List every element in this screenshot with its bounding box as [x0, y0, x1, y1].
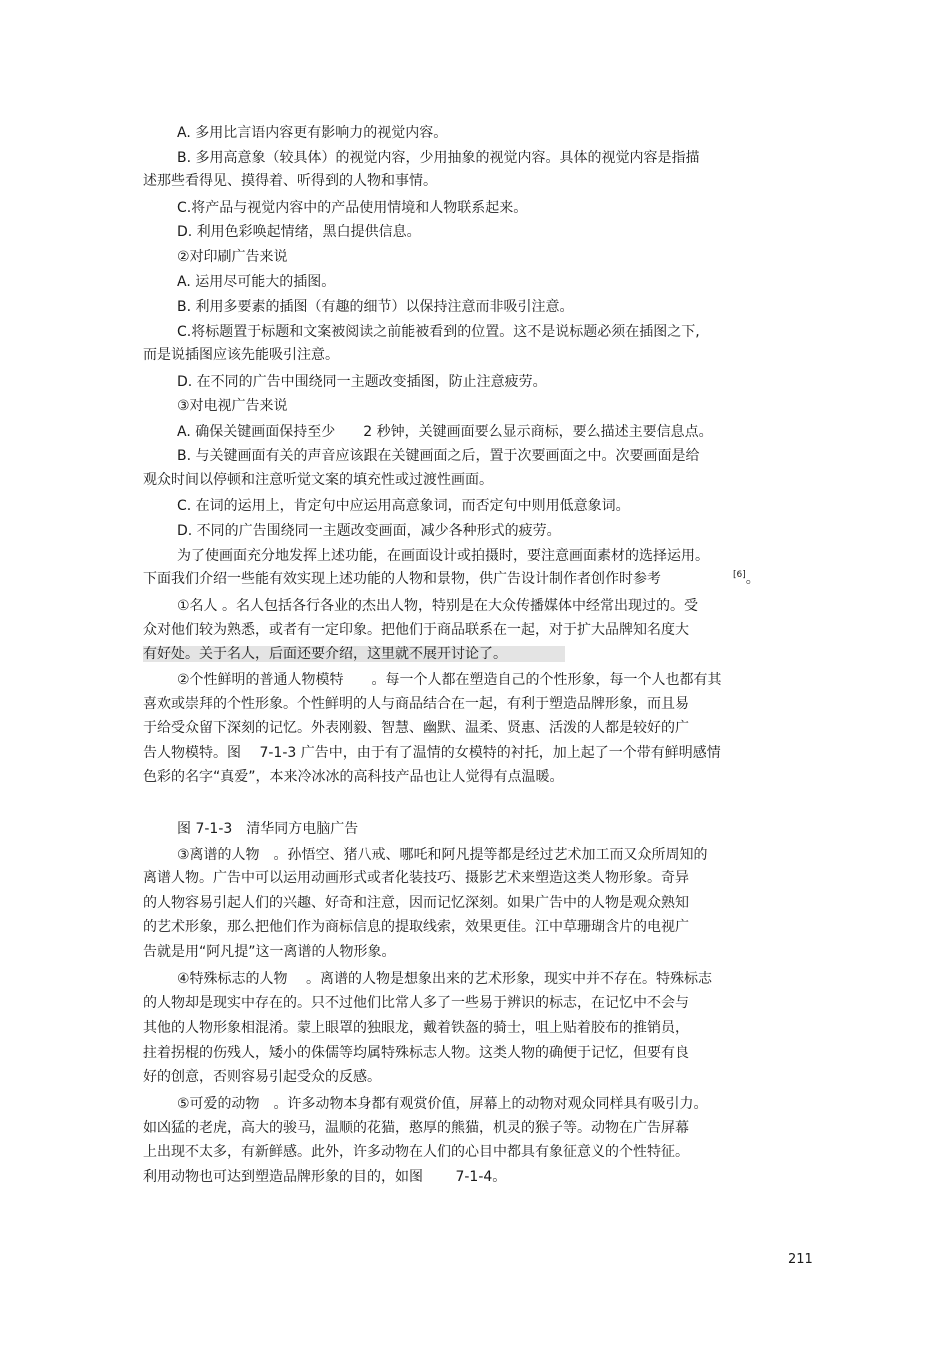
text-line: 于给受众留下深刻的记忆。外表刚毅、智慧、幽默、温柔、贤惠、活泼的人都是较好的广 — [143, 720, 689, 736]
text-line: 下面我们介绍一些能有效实现上述功能的人物和景物，供广告设计制作者创作时参考 [6]。 — [143, 570, 760, 587]
text-line: 利用动物也可达到塑造品牌形象的目的，如图 7-1-4。 — [143, 1169, 507, 1185]
text-line: ②个性鲜明的普通人物模特 。每一个人都在塑造自己的个性形象，每一个人也都有其 — [177, 672, 722, 688]
page-number: 211 — [788, 1252, 813, 1267]
text-line: ⑤可爱的动物 。许多动物本身都有观赏价值，屏幕上的动物对观众同样具有吸引力。 — [177, 1096, 708, 1112]
text-line: 的人物却是现实中存在的。只不过他们比常人多了一些易于辨识的标志，在记忆中不会与 — [143, 995, 689, 1011]
text-line: 告人物模特。图 7-1-3 广告中，由于有了温情的女模特的衬托，加上起了一个带有鲜明感情 — [143, 745, 721, 761]
text-line: 喜欢或崇拜的个性形象。个性鲜明的人与商品结合在一起，有利于塑造品牌形象，而且易 — [143, 696, 689, 712]
text-line: D. 利用色彩唤起情绪，黑白提供信息。 — [177, 224, 421, 240]
text-line: 为了使画面充分地发挥上述功能，在画面设计或拍摄时，要注意画面素材的选择运用。 — [177, 548, 709, 564]
text-line: 上出现不太多，有新鲜感。此外，许多动物在人们的心目中都具有象征意义的个性特征。 — [143, 1144, 689, 1160]
text-line: ②对印刷广告来说 — [177, 249, 288, 265]
text-line: 众对他们较为熟悉，或者有一定印象。把他们于商品联系在一起，对于扩大品牌知名度大 — [143, 622, 689, 638]
citation-mark: [6] — [733, 570, 746, 581]
text-line: 其他的人物形象相混淆。蒙上眼罩的独眼龙，戴着铁盔的骑士，咀上贴着胶布的推销员， — [143, 1020, 689, 1036]
text-line: C.将标题置于标题和文案被阅读之前能被看到的位置。这不是说标题必须在插图之下, — [177, 324, 700, 340]
text-line: D. 在不同的广告中围绕同一主题改变插图，防止注意疲劳。 — [177, 374, 547, 390]
text-line — [143, 645, 565, 663]
text-line: ③对电视广告来说 — [177, 398, 288, 414]
text-line: A. 确保关键画面保持至少 2 秒钟，关键画面要么显示商标，要么描述主要信息点。 — [177, 424, 713, 440]
text-line: 色彩的名字“真爱”，本来冷冰冰的高科技产品也让人觉得有点温暖。 — [143, 769, 564, 785]
text-line: 述那些看得见、摸得着、听得到的人物和事情。 — [143, 173, 437, 189]
text-line: 的艺术形象，那么把他们作为商标信息的提取线索，效果更佳。江中草珊瑚含片的电视广 — [143, 919, 689, 935]
text-line: 如凶猛的老虎，高大的骏马，温顺的花猫，憨厚的熊猫，机灵的猴子等。动物在广告屏幕 — [143, 1120, 689, 1136]
text-line: A. 运用尽可能大的插图。 — [177, 274, 336, 290]
text-line: ①名人 。名人包括各行各业的杰出人物，特别是在大众传播媒体中经常出现过的。受 — [177, 598, 698, 614]
text-line: 告就是用“阿凡提”这一离谱的人物形象。 — [143, 944, 396, 960]
text-line: A. 多用比言语内容更有影响力的视觉内容。 — [177, 125, 448, 141]
figure-caption: 图 7-1-3 清华同方电脑广告 — [177, 821, 359, 837]
text-line: 而是说插图应该先能吸引注意。 — [143, 347, 339, 363]
highlighted-text: 有好处。关于名人，后面还要介绍，这里就不展开讨论了。 — [143, 646, 565, 662]
text-line: ④特殊标志的人物 。离谱的人物是想象出来的艺术形象，现实中并不存在。特殊标志 — [177, 971, 712, 987]
text-line: D. 不同的广告围绕同一主题改变画面，减少各种形式的疲劳。 — [177, 523, 561, 539]
text-line: 离谱人物。广告中可以运用动画形式或者化装技巧、摄影艺术来塑造这类人物形象。奇异 — [143, 870, 689, 886]
text-line: 的人物容易引起人们的兴趣、好奇和注意，因而记忆深刻。如果广告中的人物是观众熟知 — [143, 895, 689, 911]
text-line: B. 利用多要素的插图（有趣的细节）以保持注意而非吸引注意。 — [177, 299, 574, 315]
text-line: B. 多用高意象（较具体）的视觉内容，少用抽象的视觉内容。具体的视觉内容是指描 — [177, 150, 700, 166]
text-line: B. 与关键画面有关的声音应该跟在关键画面之后，置于次要画面之中。次要画面是给 — [177, 448, 700, 464]
text-line: C. 在词的运用上，肯定句中应运用高意象词，而否定句中则用低意象词。 — [177, 498, 630, 514]
text-line: 拄着拐棍的伤残人，矮小的侏儒等均属特殊标志人物。这类人物的确便于记忆，但要有良 — [143, 1045, 689, 1061]
text-line: ③离谱的人物 。孙悟空、猪八戒、哪吒和阿凡提等都是经过艺术加工而又众所周知的 — [177, 847, 708, 863]
text-line: 观众时间以停顿和注意听觉文案的填充性或过渡性画面。 — [143, 472, 493, 488]
text-line: C.将产品与视觉内容中的产品使用情境和人物联系起来。 — [177, 200, 528, 216]
text-line: 好的创意，否则容易引起受众的反感。 — [143, 1069, 381, 1085]
